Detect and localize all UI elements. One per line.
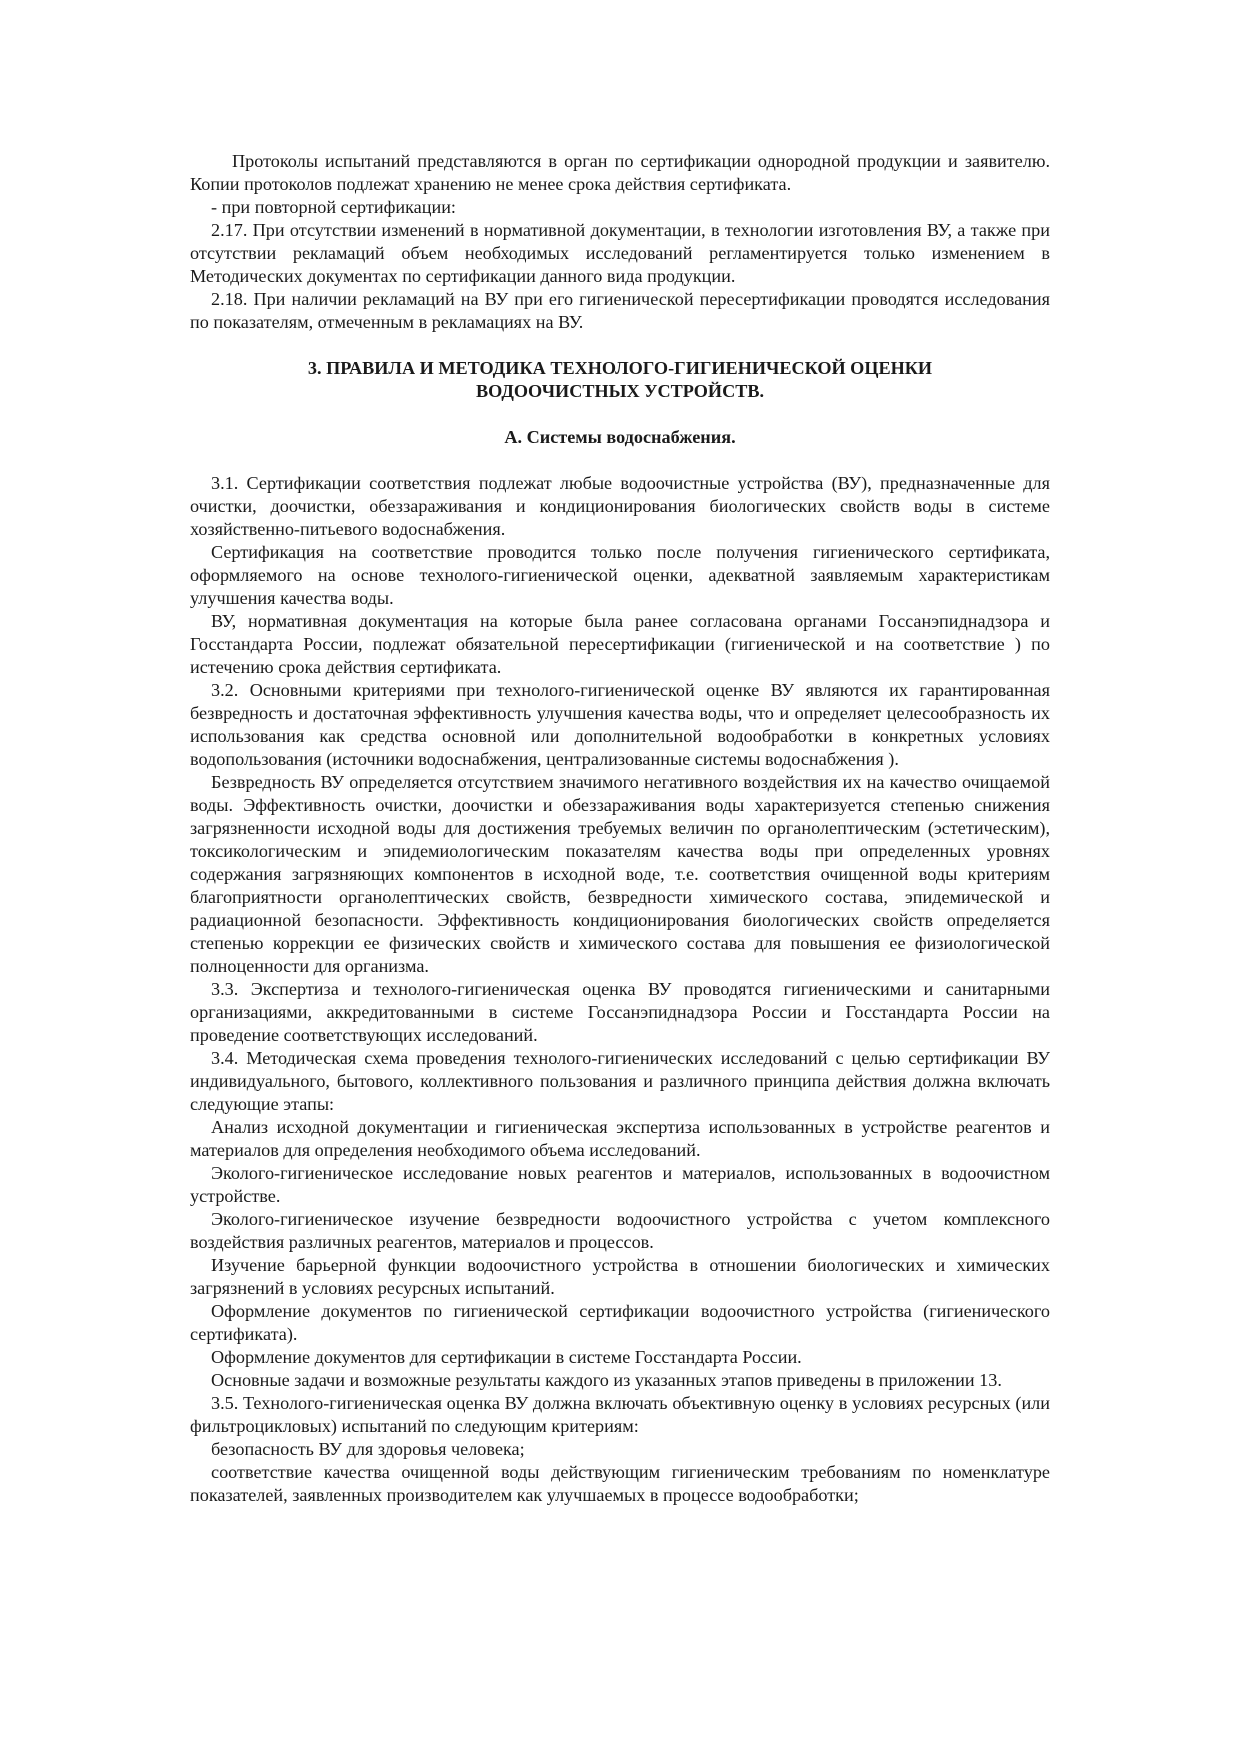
paragraph-stage-analysis: Анализ исходной документации и гигиеническая экспертиза использованных в устройстве реагентов и материалов для определения необходимого объема исследований. [190, 1117, 1050, 1160]
paragraph-stage-gosstandart: Оформление документов для сертификации в системе Госстандарта России. [211, 1347, 802, 1367]
paragraph-2-18: 2.18. При наличии рекламаций на ВУ при его гигиенической пересертификации проводятся исследования по показателям, отмеченным в рекламациях на ВУ. [190, 289, 1050, 332]
paragraph-3-5: 3.5. Технолого-гигиеническая оценка ВУ должна включать объективную оценку в условиях ресурсных (или фильтроцикловых) испытаний по следующим критериям: [190, 1393, 1050, 1436]
paragraph-harmlessness: Безвредность ВУ определяется отсутствием значимого негативного воздействия их на качество очищаемой воды. Эффективность очистки, доочистки и обеззараживания воды характеризуется степенью снижения загрязненности исходной воды для достижения требуемых величин по органолептическим (эстетическим), токсикологическим и эпидемиологическим показателям качества воды при определенных уровнях содержания загрязняющих компонентов в исходной воде, т.е. соответствия очищенной воды критериям благоприятности органолептических свойств, безвредности химического состава, эпидемической и радиационной безопасности. Эффективность кондиционирования биологических свойств определяется степенью коррекции ее физических свойств и химического состава для повышения ее физиологической полноценности для организма. [190, 772, 1050, 976]
paragraph-stage-documents: Оформление документов по гигиенической сертификации водоочистного устройства (гигиенического сертификата). [190, 1301, 1050, 1344]
paragraph-stage-eco-research: Эколого-гигиеническое исследование новых реагентов и материалов, использованных в водоочистном устройстве. [190, 1163, 1050, 1206]
paragraph-3-3: 3.3. Экспертиза и технолого-гигиеническая оценка ВУ проводятся гигиеническими и санитарными организациями, аккредитованными в системе Госсанэпиднадзора России и Госстандарта России на проведение соответствующих исследований. [190, 979, 1050, 1045]
paragraph-3-4: 3.4. Методическая схема проведения технолого-гигиенических исследований с целью сертификации ВУ индивидуального, бытового, коллективного пользования и различного принципа действия должна включать следующие этапы: [190, 1048, 1050, 1114]
paragraph-repeat-certification: - при повторной сертификации: [211, 197, 456, 217]
paragraph-2-17: 2.17. При отсутствии изменений в нормативной документации, в технологии изготовления ВУ, а также при отсутствии рекламаций объем необходимых исследований регламентируется только изменением в Методических документах по сертификации данного вида продукции. [190, 220, 1050, 286]
paragraph-stage-barrier: Изучение барьерной функции водоочистного устройства в отношении биологических и химических загрязнений в условиях ресурсных испытаний. [190, 1255, 1050, 1298]
subsection-title: А. Системы водоснабжения. [504, 427, 736, 447]
paragraph-certification-conformity: Сертификация на соответствие проводится только после получения гигиенического сертификата, оформляемого на основе технолого-гигиенической оценки, адекватной заявляемым характеристикам улучшения качества воды. [190, 542, 1050, 608]
paragraph-appendix-13: Основные задачи и возможные результаты каждого из указанных этапов приведены в приложении 13. [211, 1370, 1002, 1390]
paragraph-3-1: 3.1. Сертификации соответствия подлежат любые водоочистные устройства (ВУ), предназначенные для очистки, доочистки, обеззараживания и кондиционирования биологических свойств воды в системе хозяйственно-питьевого водоснабжения. [190, 473, 1050, 539]
paragraph-3-2: 3.2. Основными критериями при технолого-гигиенической оценке ВУ являются их гарантированная безвредность и достаточная эффективность улучшения качества воды, что и определяет целесообразность их использования как средства основной или дополнительной водообработки в конкретных условиях водопользования (источники водоснабжения, централизованные системы водоснабжения ). [190, 680, 1050, 769]
paragraph-safety: безопасность ВУ для здоровья человека; [211, 1439, 525, 1459]
section-title: 3. ПРАВИЛА И МЕТОДИКА ТЕХНОЛОГО-ГИГИЕНИЧЕСКОЙ ОЦЕНКИ ВОДООЧИСТНЫХ УСТРОЙСТВ. [307, 358, 933, 401]
paragraph-stage-eco-study: Эколого-гигиеническое изучение безвредности водоочистного устройства с учетом комплексного воздействия различных реагентов, материалов и процессов. [190, 1209, 1050, 1252]
paragraph-compliance: соответствие качества очищенной воды действующим гигиеническим требованиям по номенклатуре показателей, заявленных производителем как улучшаемых в процессе водообработки; [190, 1462, 1050, 1505]
paragraph-recertification: ВУ, нормативная документация на которые была ранее согласована органами Госсанэпиднадзора и Госстандарта России, подлежат обязательной пересертификации (гигиенической и на соответствие ) по истечению срока действия сертификата. [190, 611, 1050, 677]
document-page [190, 150, 1050, 1507]
paragraph-protocols: Протоколы испытаний представляются в орган по сертификации однородной продукции и заявителю. Копии протоколов подлежат хранению не менее срока действия сертификата. [190, 151, 1050, 194]
